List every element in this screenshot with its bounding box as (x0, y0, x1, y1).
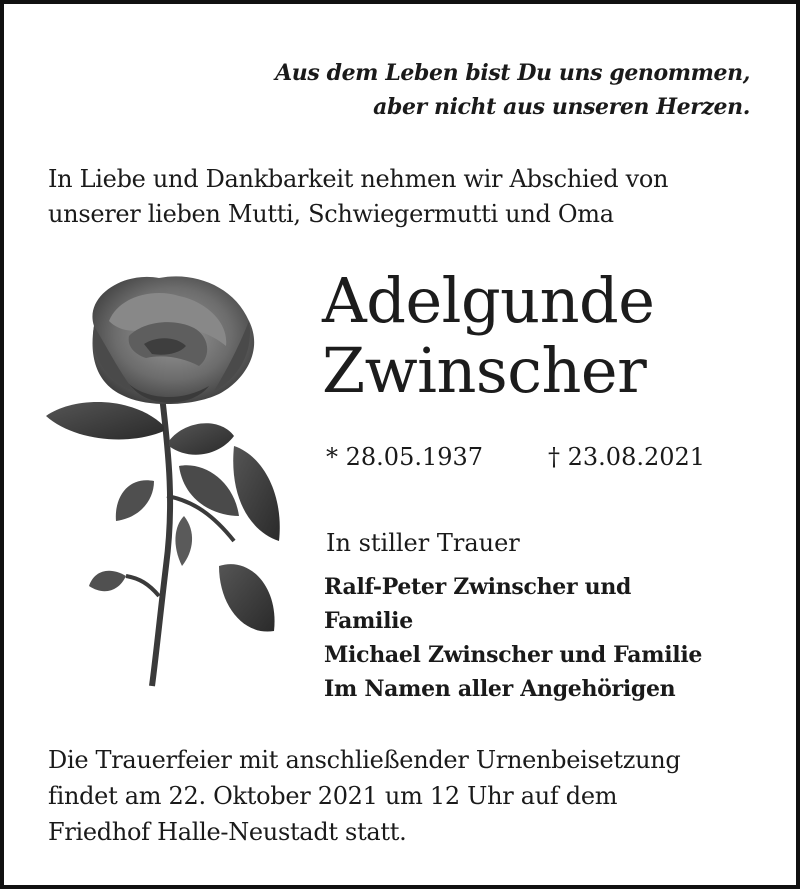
ceremony-info (48, 742, 778, 850)
mourning-label: In stiller Trauer (326, 529, 520, 557)
motto-line-1: Aus dem Leben bist Du uns genommen, (275, 60, 750, 86)
last-name: Zwinscher (322, 334, 647, 407)
death-date: † 23.08.2021 (548, 443, 706, 471)
mourner-line: Michael Zwinscher und Familie (324, 642, 703, 668)
ceremony-line-1: Die Trauerfeier mit anschließender Urnenbeisetzung (48, 746, 681, 774)
motto (275, 56, 750, 124)
ceremony-line-2: findet am 22. Oktober 2021 um 12 Uhr auf dem (48, 782, 618, 810)
motto-line-2: aber nicht aus unseren Herzen. (373, 94, 750, 120)
rose-icon (34, 266, 294, 696)
intro-line-1: In Liebe und Dankbarkeit nehmen wir Abschied von (48, 165, 669, 193)
mourner-line: Im Namen aller Angehörigen (324, 676, 676, 702)
birth-date: * 28.05.1937 (326, 443, 484, 471)
intro-text (48, 162, 768, 232)
deceased-name (322, 266, 654, 406)
mourner-line: Familie (324, 608, 413, 634)
mourners-list (324, 570, 764, 706)
mourner-line: Ralf-Peter Zwinscher und (324, 574, 632, 600)
life-dates (326, 440, 746, 474)
first-name: Adelgunde (322, 264, 655, 337)
ceremony-line-3: Friedhof Halle-Neustadt statt. (48, 818, 407, 846)
intro-line-2: unserer lieben Mutti, Schwiegermutti und Oma (48, 200, 614, 228)
